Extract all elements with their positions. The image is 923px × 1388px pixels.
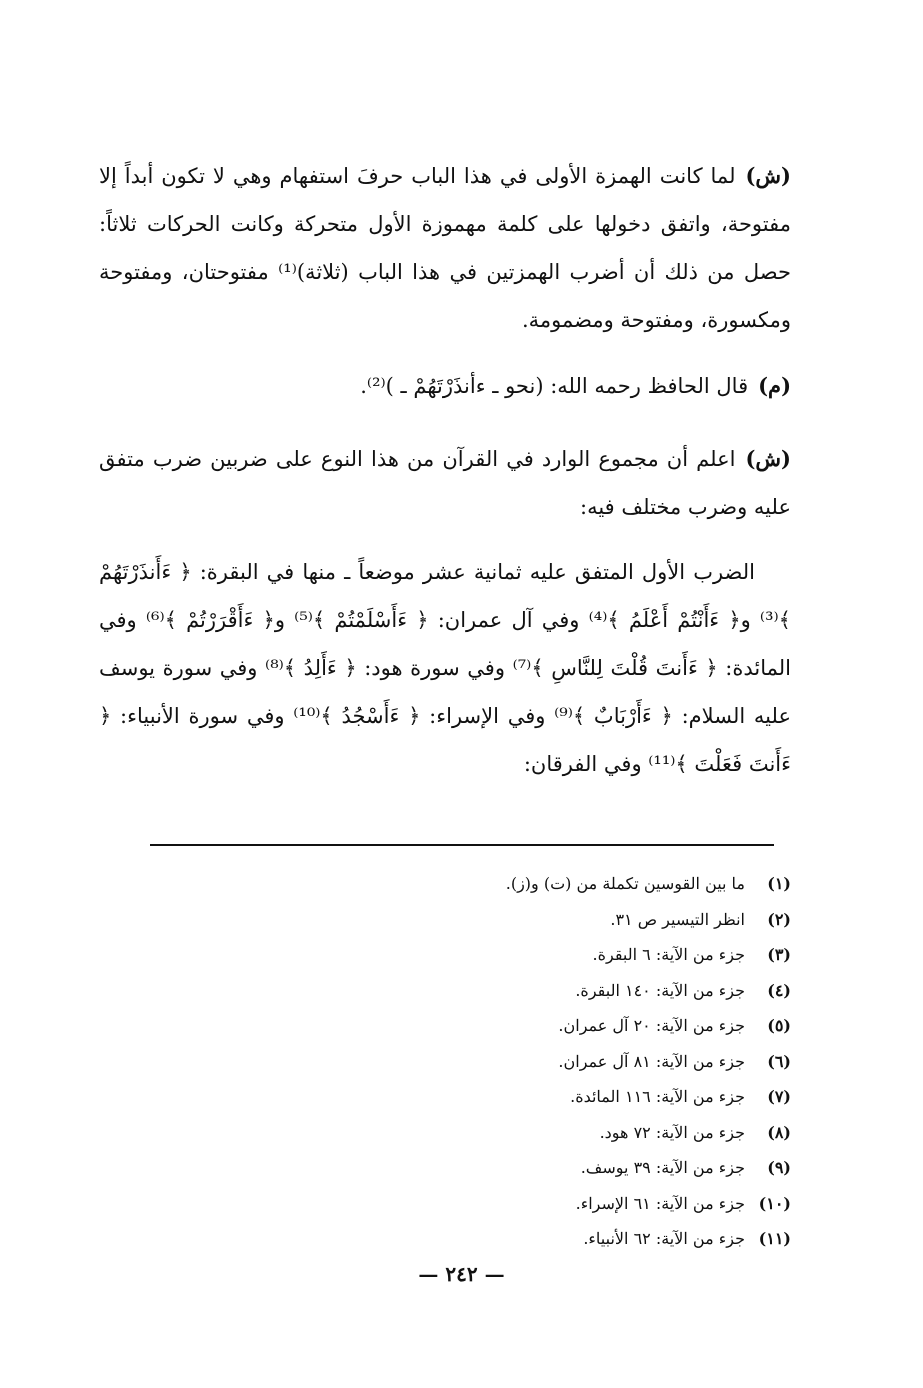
footnote xyxy=(291,1044,791,1080)
footnotes-list xyxy=(291,866,791,1257)
footnote-number: (١) xyxy=(767,874,791,893)
footnote-text: جزء من الآية: ٨١ آل عمران. xyxy=(558,1051,745,1071)
footnote-number: (٦) xyxy=(767,1051,791,1071)
footnote xyxy=(291,1221,791,1257)
footnote xyxy=(291,973,791,1009)
commentary-paragraph-2 xyxy=(99,435,791,531)
footnote xyxy=(291,866,791,902)
footnote-text: جزء من الآية: ٢٠ آل عمران. xyxy=(558,1016,745,1035)
footnote xyxy=(291,902,791,938)
footnote-text: جزء من الآية: ٣٩ يوسف. xyxy=(580,1158,745,1177)
footnote-number: (٥) xyxy=(767,1016,791,1035)
first-type-paragraph xyxy=(99,548,791,788)
footnote xyxy=(291,1150,791,1186)
footnote-text: انظر التيسير ص ٣١. xyxy=(610,909,745,929)
footnote-number: (٣) xyxy=(767,945,791,964)
footnote xyxy=(291,1079,791,1115)
footnote-text: جزء من الآية: ٦١ الإسراء. xyxy=(575,1193,745,1213)
footnote-text: جزء من الآية: ٦ البقرة. xyxy=(592,945,745,964)
footnote xyxy=(291,1008,791,1044)
footnote-number: (٨) xyxy=(767,1122,791,1142)
paragraph-text: لما كانت الهمزة الأولى في هذا الباب حرفَ استفهام وهي لا تكون أبداً إلا مفتوحة، واتفق دخولها على كلمة مهموزة الأول متحركة وكانت الحركات ثلاثاً: حصل من ذلك أن أضرب الهمزتين في هذا الباب (ثلاثة)⁽¹⁾ مفتوحتان، ومفتوحة ومكسورة، ومفتوحة ومضمومة. xyxy=(99,164,791,332)
paragraph-marker: (ش) xyxy=(745,163,791,188)
footnote-number: (١١) xyxy=(758,1229,791,1248)
footnote-text: جزء من الآية: ٦٢ الأنبياء. xyxy=(583,1229,745,1248)
paragraph-text: قال الحافظ رحمه الله: (نحو ـ ءأنذَرْتَهُمْ ـ )⁽²⁾. xyxy=(360,374,749,398)
paragraph-marker: (ش) xyxy=(745,446,791,471)
footnote xyxy=(291,937,791,973)
paragraph-marker: (م) xyxy=(758,373,791,398)
footnote-separator xyxy=(150,844,774,846)
footnote xyxy=(291,1186,791,1222)
page-number: — ٢٤٢ — xyxy=(418,1262,505,1286)
paragraph-text: الضرب الأول المتفق عليه ثمانية عشر موضعاً ـ منها في البقرة: ﴿ ءَأَنذَرْتَهُمْ ﴾⁽³⁾ و﴿ ءَأَنْتُمْ أَعْلَمُ ﴾⁽⁴⁾ وفي آل عمران: ﴿ ءَأَسْلَمْتُمْ ﴾⁽⁵⁾ و﴿ ءَأَقْرَرْتُمْ ﴾⁽⁶⁾ وفي المائدة: ﴿ ءَأَنتَ قُلْتَ لِلنَّاسِ ﴾⁽⁷⁾ وفي سورة هود: ﴿ ءَأَلِدُ ﴾⁽⁸⁾ وفي سورة يوسف عليه السلام: ﴿ ءَأَرْبَابٌ ﴾⁽⁹⁾ وفي الإسراء: ﴿ ءَأَسْجُدُ ﴾⁽¹⁰⁾ وفي سورة الأنبياء: ﴿ ءَأَنتَ فَعَلْتَ ﴾⁽¹¹⁾ وفي الفرقان: xyxy=(99,560,792,776)
footnote-text: جزء من الآية: ١٤٠ البقرة. xyxy=(575,980,745,1000)
footnote-number: (٤) xyxy=(767,980,791,1000)
footnote xyxy=(291,1115,791,1151)
footnote-number: (١٠) xyxy=(758,1193,791,1213)
commentary-paragraph-1 xyxy=(99,152,791,344)
footnote-text: جزء من الآية: ١١٦ المائدة. xyxy=(570,1087,745,1106)
footnote-number: (٩) xyxy=(767,1158,791,1177)
footnote-number: (٢) xyxy=(767,909,791,929)
footnote-text: ما بين القوسين تكملة من (ت) و(ز). xyxy=(505,874,745,893)
footnote-text: جزء من الآية: ٧٢ هود. xyxy=(599,1122,745,1142)
matn-paragraph xyxy=(99,362,791,410)
footnote-number: (٧) xyxy=(767,1087,791,1106)
paragraph-text: اعلم أن مجموع الوارد في القرآن من هذا النوع على ضربين ضرب متفق عليه وضرب مختلف فيه: xyxy=(99,447,791,519)
